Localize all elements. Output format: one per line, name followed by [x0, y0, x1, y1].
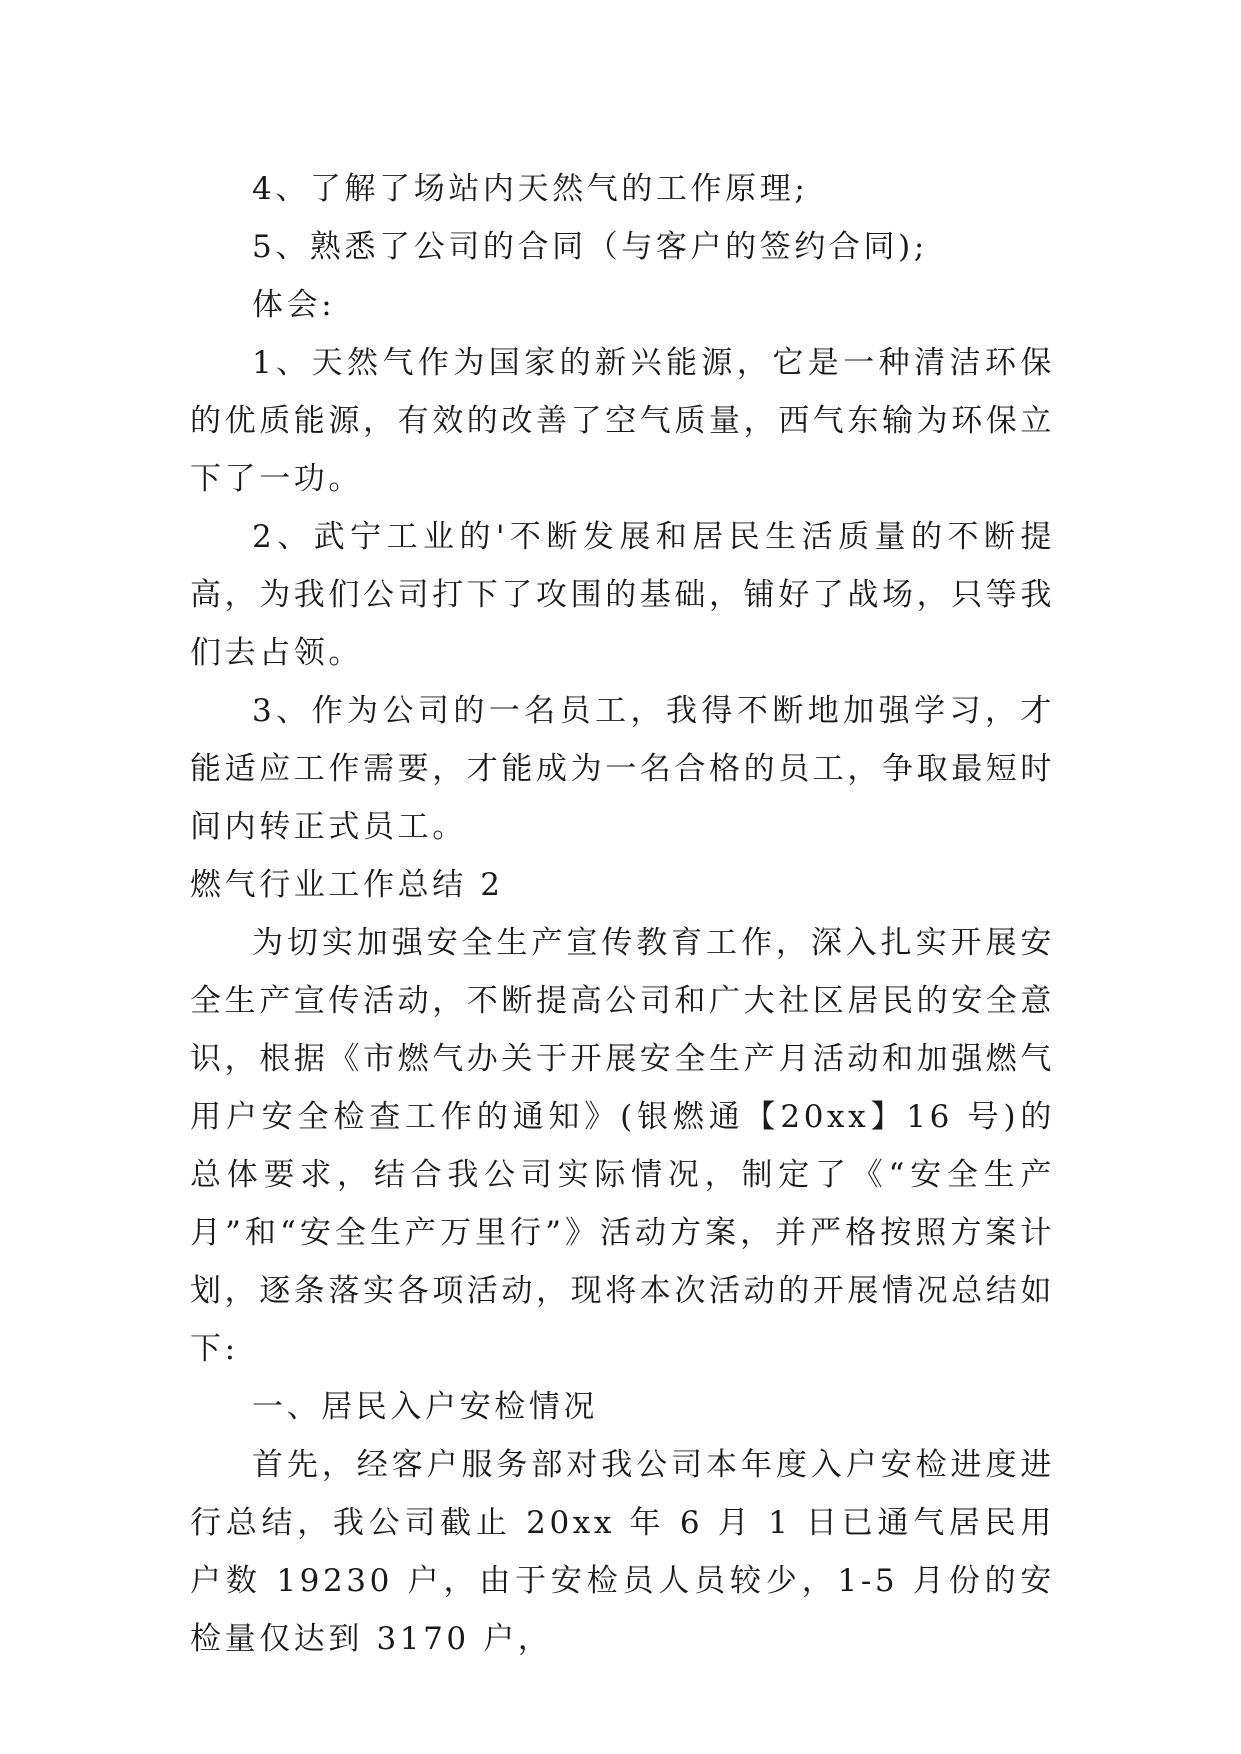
- intro-paragraph: 为切实加强安全生产宣传教育工作，深入扎实开展安全生产宣传活动，不断提高公司和广大社区居民的安全意识，根据《市燃气办关于开展安全生产月活动和加强燃气用户安全检查工作的通知》(银燃通【20xx】16 号)的总体要求，结合我公司实际情况，制定了《“安全生产月”和“安全生产万里行”》活动方案，并严格按照方案计划，逐条落实各项活动，现将本次活动的开展情况总结如下:: [190, 925, 1055, 1367]
- subsection-heading: 一、居民入户安检情况: [252, 1389, 598, 1425]
- list-item-5: 5、熟悉了公司的合同（与客户的签约合同);: [252, 229, 928, 265]
- experience-point-2: 2、武宁工业的'不断发展和居民生活质量的不断提高，为我们公司打下了攻围的基础，铺好了战场，只等我们去占领。: [190, 519, 1055, 671]
- experience-point-1: 1、天然气作为国家的新兴能源，它是一种清洁环保的优质能源，有效的改善了空气质量，西气东输为环保立下了一功。: [190, 345, 1055, 497]
- section-title: 燃气行业工作总结 2: [190, 867, 504, 903]
- experience-point-3: 3、作为公司的一名员工，我得不断地加强学习，才能适应工作需要，才能成为一名合格的员工，争取最短时间内转正式员工。: [190, 693, 1055, 845]
- list-item-4: 4、了解了场站内天然气的工作原理;: [252, 171, 809, 207]
- section-label-experience: 体会:: [252, 287, 336, 323]
- body-paragraph: 首先，经客户服务部对我公司本年度入户安检进度进行总结，我公司截止 20xx 年 6 月 1 日已通气居民用户数 19230 户，由于安检员人员较少，1-5 月份的安检量仅达到 3170 户，: [190, 1447, 1055, 1657]
- document-body: [190, 160, 1055, 1668]
